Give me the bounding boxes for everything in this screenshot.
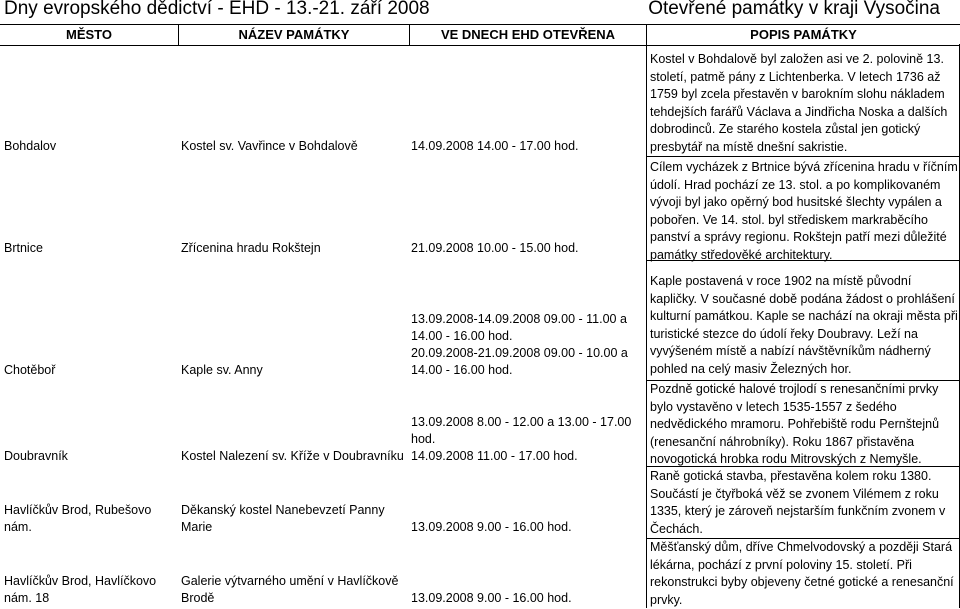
popis-line: 1335, který je zároveň nejstarším funkčním zvonem v — [650, 503, 956, 521]
popis-line: Kostel v Bohdalově byl založen asi ve 2. polovině 13. — [650, 51, 956, 69]
column-divider — [646, 44, 647, 608]
popis-line: 1759 byl zcela přestavěn v barokním slohu nákladem — [650, 86, 956, 104]
cell-mesto: Havlíčkův Brod, Havlíčkovo — [4, 573, 156, 590]
cell-mesto: Chotěboř — [4, 362, 55, 379]
cell-dny: 21.09.2008 10.00 - 15.00 hod. — [411, 240, 579, 257]
popis-line: památky středověké architektury. — [650, 247, 956, 265]
popis-line: kapličky. V současné době podána žádost o prohlášení — [650, 291, 956, 309]
cell-popis — [650, 468, 956, 538]
popis-line: Kaple postavená v roce 1902 na místě původní — [650, 273, 956, 291]
table-header — [0, 24, 960, 46]
cell-mesto: nám. — [4, 519, 32, 536]
popis-line: Čechách. — [650, 521, 956, 539]
popis-line: vývoji byl jako opěrný bod husitské šlechty vypálen a — [650, 194, 956, 212]
popis-line: dobrodinců. Ze starého kostela zůstal jen gotický — [650, 121, 956, 139]
popis-line: Měšťanský dům, dříve Chmelvodovský a později Stará — [650, 539, 956, 557]
cell-nazev: Děkanský kostel Nanebevzetí Panny — [181, 502, 385, 519]
cell-nazev: Galerie výtvarného umění v Havlíčkově — [181, 573, 398, 590]
popis-line: údolí. Hrad pochází ze 13. stol. a po komplikovaném — [650, 177, 956, 195]
cell-nazev: Brodě — [181, 590, 214, 607]
header-dny: VE DNECH EHD OTEVŘENA — [409, 25, 646, 45]
cell-popis — [650, 273, 956, 378]
cell-dny: 13.09.2008 8.00 - 12.00 a 13.00 - 17.00 — [411, 414, 631, 431]
popis-line: století, patmě pány z Lichtenberka. V letech 1736 až — [650, 69, 956, 87]
popis-line: pohled na celý masiv Železných hor. — [650, 361, 956, 379]
popis-line: Pozdně gotické halové trojlodí s renesančními prvky — [650, 381, 956, 399]
cell-mesto: Bohdalov — [4, 138, 56, 155]
popis-line: lékárna, pochází z první poloviny 15. století. Při — [650, 557, 956, 575]
popis-line: tehdejších farářů Václava a Jindřicha Noska a dalších — [650, 104, 956, 122]
cell-nazev: Marie — [181, 519, 212, 536]
row-divider — [646, 156, 960, 157]
document-subtitle: Otevřené památky v kraji Vysočina — [648, 0, 940, 20]
cell-mesto: Brtnice — [4, 240, 43, 257]
popis-line: Raně gotická stavba, přestavěna kolem roku 1380. — [650, 468, 956, 486]
cell-dny: 14.09.2008 11.00 - 17.00 hod. — [411, 448, 578, 465]
cell-nazev: Kaple sv. Anny — [181, 362, 263, 379]
popis-line: Cílem vycházek z Brtnice bývá zřícenina hradu v říčním — [650, 159, 956, 177]
popis-line: pobořen. Ve 14. stol. byl střediskem markraběcího — [650, 212, 956, 230]
cell-nazev: Kostel Nalezení sv. Kříže v Doubravníku — [181, 448, 404, 465]
popis-line: vyvýšeném místě a nabízí návštěvníkům nádherný — [650, 343, 956, 361]
document-title: Dny evropského dědictví - EHD - 13.-21. září 2008 — [4, 0, 430, 20]
popis-line: bylo vystavěno v letech 1535-1557 z šedého — [650, 399, 956, 417]
cell-popis — [650, 51, 956, 156]
popis-line: nedvědického mramoru. Pohřebiště rodu Pernštejnů — [650, 416, 956, 434]
cell-nazev: Zřícenina hradu Rokštejn — [181, 240, 321, 257]
header-nazev: NÁZEV PAMÁTKY — [178, 25, 409, 45]
popis-line: (renesanční náhrobníky). Roku 1867 přistavěna — [650, 434, 956, 452]
cell-dny: 14.00 - 16.00 hod. — [411, 328, 512, 345]
cell-mesto: Havlíčkův Brod, Rubešovo — [4, 502, 151, 519]
popis-line: rekonstrukci byby objeveny četné gotické a renesanční — [650, 574, 956, 592]
cell-dny: 13.09.2008 9.00 - 16.00 hod. — [411, 519, 572, 536]
cell-dny: hod. — [411, 431, 435, 448]
popis-line: kulturní památkou. Kaple se nachází na okraji města při — [650, 308, 956, 326]
cell-mesto: nám. 18 — [4, 590, 49, 607]
cell-mesto: Doubravník — [4, 448, 68, 465]
cell-nazev: Kostel sv. Vavřince v Bohdalově — [181, 138, 358, 155]
header-mesto: MĚSTO — [0, 25, 178, 45]
cell-dny: 13.09.2008-14.09.2008 09.00 - 11.00 a — [411, 311, 627, 328]
popis-line: panství a správy regionu. Rokštejn patří mezi důležité — [650, 229, 956, 247]
cell-popis — [650, 159, 956, 264]
popis-line: presbytář na místě dnešní sakristie. — [650, 139, 956, 157]
header-popis: POPIS PAMÁTKY — [646, 25, 960, 45]
cell-popis — [650, 539, 956, 609]
title-row — [0, 0, 960, 24]
popis-line: novogotická hrobka rodu Mitrovských z Nemyšle. — [650, 451, 956, 469]
popis-line: turistické stezce do údolí řeky Doubravy. Leží na — [650, 326, 956, 344]
cell-dny: 13.09.2008 9.00 - 16.00 hod. — [411, 590, 572, 607]
cell-dny: 14.09.2008 14.00 - 17.00 hod. — [411, 138, 579, 155]
cell-dny: 20.09.2008-21.09.2008 09.00 - 10.00 a — [411, 345, 628, 362]
cell-popis — [650, 381, 956, 469]
popis-line: prvky. — [650, 592, 956, 609]
cell-dny: 14.00 - 16.00 hod. — [411, 362, 512, 379]
popis-line: Součástí je čtyřboká věž se zvonem Vilémem z roku — [650, 486, 956, 504]
